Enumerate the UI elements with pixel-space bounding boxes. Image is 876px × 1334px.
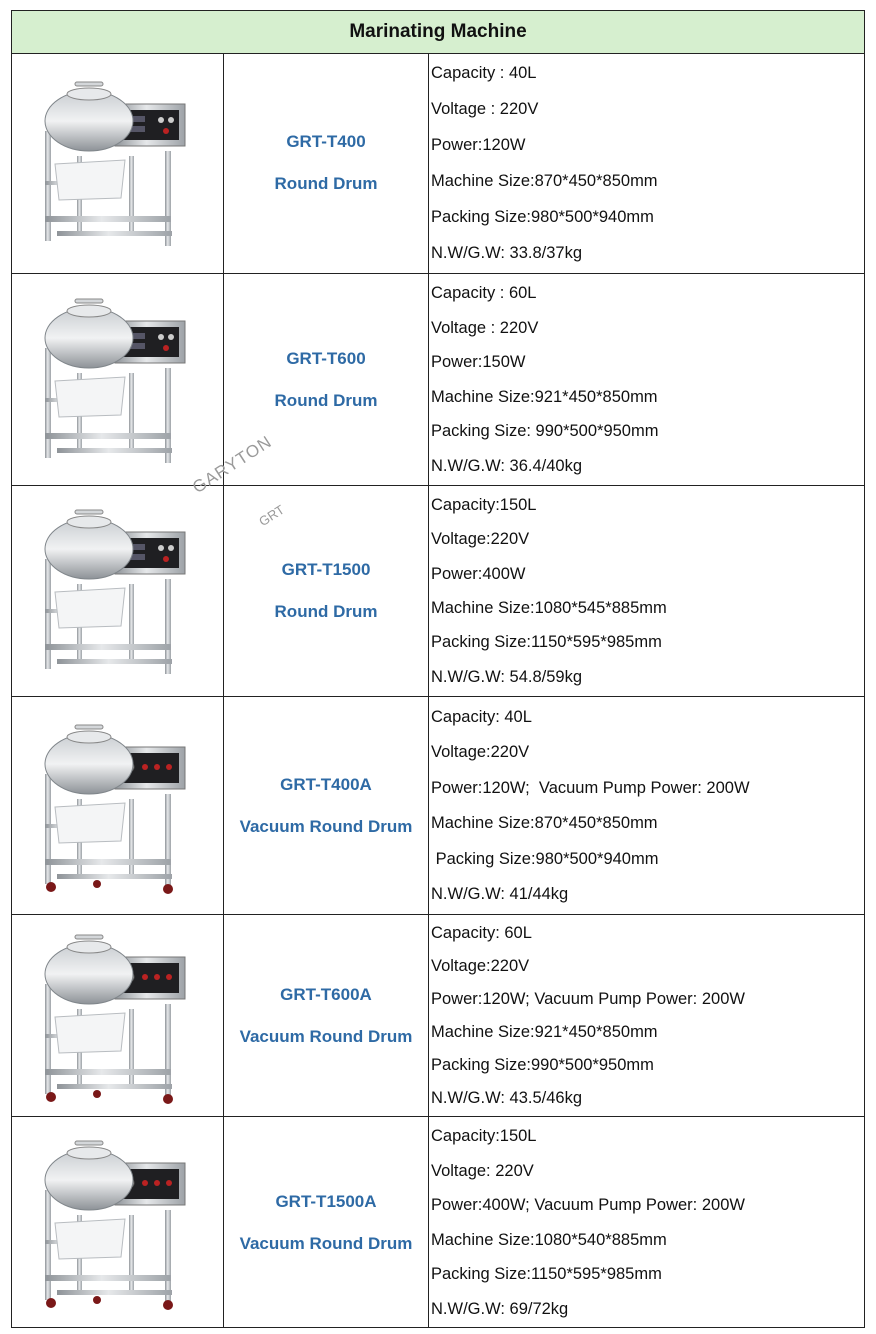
watermark-brand: GARYTON	[189, 431, 276, 498]
spec-line: Power:150W	[431, 353, 526, 372]
spec-line: Voltage: 220V	[431, 1161, 534, 1180]
product-type: Round Drum	[274, 390, 378, 410]
spec-line: Machine Size:870*450*850mm	[431, 172, 658, 190]
spec-line: Voltage:220V	[431, 957, 530, 976]
watermark-sub: GRT	[256, 501, 288, 530]
product-type: Vacuum Round Drum	[239, 1026, 413, 1046]
spec-line: Packing Size:1150*595*985mm	[431, 1265, 662, 1284]
spec-line: Power:120W; Vacuum Pump Power: 200W	[431, 778, 750, 797]
spec-line: Power:400W	[431, 564, 526, 583]
spec-line: Voltage : 220V	[431, 318, 539, 337]
product-model: GRT-T400A	[280, 774, 372, 794]
spec-line: Capacity:150L	[431, 1127, 537, 1146]
product-image-cell	[12, 915, 224, 1116]
product-name-cell	[224, 697, 429, 914]
spec-line: Packing Size: 990*500*950mm	[431, 422, 659, 441]
product-image-cell	[12, 697, 224, 914]
product-name-cell	[224, 1117, 429, 1328]
table-row	[12, 486, 864, 697]
spec-cell	[429, 53, 864, 273]
product-image-cell	[12, 274, 224, 485]
marinating-machine-image	[37, 76, 202, 251]
spec-line: Machine Size:1080*540*885mm	[431, 1230, 667, 1249]
product-model: GRT-T600	[286, 348, 366, 368]
spec-line: Machine Size:921*450*850mm	[431, 387, 658, 406]
product-table	[11, 10, 865, 1328]
spec-line: Capacity:150L	[431, 496, 537, 515]
spec-line: N.W/G.W: 43.5/46kg	[431, 1088, 582, 1107]
spec-line: N.W/G.W: 36.4/40kg	[431, 456, 582, 475]
table-row	[12, 915, 864, 1117]
spec-line: Capacity : 60L	[431, 284, 537, 303]
product-model: GRT-T1500	[281, 560, 371, 579]
product-name-cell	[224, 274, 429, 485]
spec-cell	[429, 274, 864, 485]
spec-cell	[429, 1117, 864, 1328]
spec-cell	[429, 486, 864, 696]
product-image-cell	[12, 1117, 224, 1328]
product-name-cell	[224, 486, 429, 696]
product-type: Vacuum Round Drum	[239, 1233, 413, 1253]
spec-line: Packing Size:980*500*940mm	[431, 849, 659, 868]
product-model: GRT-T600A	[280, 984, 372, 1004]
spec-cell	[429, 915, 864, 1116]
spec-line: Machine Size:870*450*850mm	[431, 814, 658, 833]
product-type: Round Drum	[274, 174, 378, 193]
spec-line: N.W/G.W: 33.8/37kg	[431, 244, 582, 262]
spec-line: Power:400W; Vacuum Pump Power: 200W	[431, 1196, 745, 1215]
spec-line: Packing Size:980*500*940mm	[431, 208, 654, 226]
spec-line: Power:120W; Vacuum Pump Power: 200W	[431, 990, 745, 1009]
marinating-machine-image	[37, 1135, 202, 1310]
marinating-machine-image	[37, 504, 202, 679]
spec-line: Voltage:220V	[431, 743, 530, 762]
spec-line: N.W/G.W: 54.8/59kg	[431, 667, 582, 686]
table-title: Marinating Machine	[12, 11, 864, 54]
product-model: GRT-T1500A	[275, 1191, 377, 1211]
table-row	[12, 1117, 864, 1328]
spec-line: N.W/G.W: 69/72kg	[431, 1299, 569, 1318]
product-model: GRT-T400	[286, 132, 366, 151]
table-row	[12, 697, 864, 915]
product-image-cell	[12, 53, 224, 273]
spec-line: Capacity: 60L	[431, 924, 532, 943]
spec-line: Voltage : 220V	[431, 100, 539, 118]
spec-line: Power:120W	[431, 136, 526, 154]
spec-line: Packing Size:1150*595*985mm	[431, 633, 662, 652]
product-name-cell	[224, 53, 429, 273]
spec-line: Machine Size:1080*545*885mm	[431, 599, 667, 618]
spec-line: Voltage:220V	[431, 530, 530, 549]
spec-line: Capacity : 40L	[431, 64, 537, 82]
product-name-cell	[224, 915, 429, 1116]
table-row	[12, 53, 864, 274]
product-type: Vacuum Round Drum	[239, 816, 413, 836]
marinating-machine-image	[37, 719, 202, 894]
product-image-cell	[12, 486, 224, 696]
table-row	[12, 274, 864, 486]
spec-line: Machine Size:921*450*850mm	[431, 1022, 658, 1041]
spec-cell	[429, 697, 864, 914]
spec-line: Packing Size:990*500*950mm	[431, 1055, 654, 1074]
marinating-machine-image	[37, 929, 202, 1104]
product-type: Round Drum	[274, 602, 378, 621]
spec-line: N.W/G.W: 41/44kg	[431, 885, 569, 904]
spec-line: Capacity: 40L	[431, 707, 532, 726]
marinating-machine-image	[37, 293, 202, 468]
